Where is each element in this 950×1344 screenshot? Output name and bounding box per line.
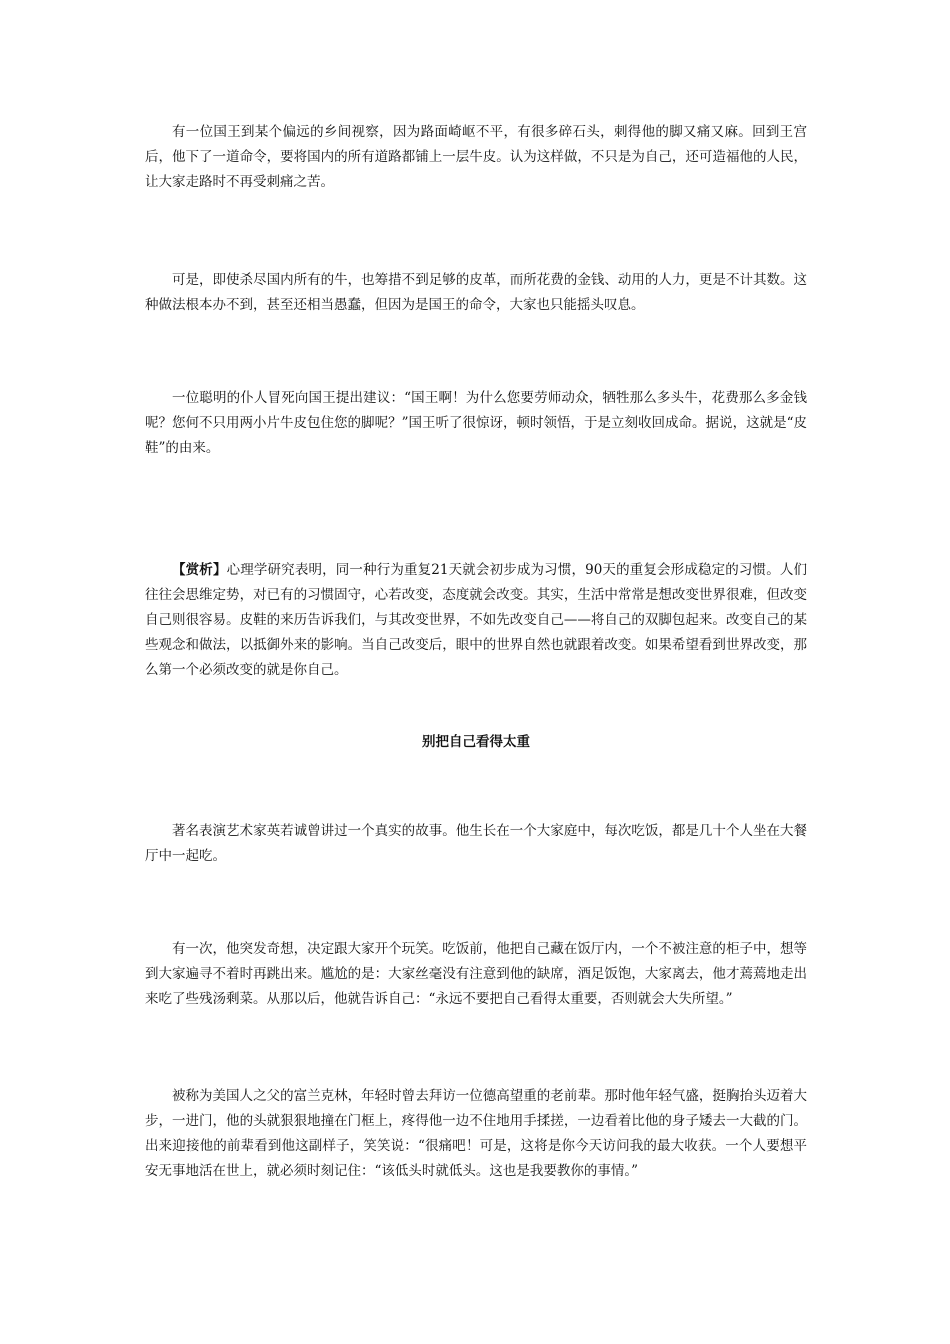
paragraph-appreciation (145, 558, 807, 683)
section-title: 别把自己看得太重 (422, 734, 530, 750)
paragraph-cowhide-impossible: 可是，即使杀尽国内所有的牛，也筹措不到足够的皮革，而所花费的金钱、动用的人力，更是不计其数。这种做法根本办不到，甚至还相当愚蠢，但因为是国王的命令，大家也只能摇头叹息。 (145, 272, 807, 313)
paragraph-hiding-joke: 有一次，他突发奇想，决定跟大家开个玩笑。吃饭前，他把自己藏在饭厅内，一个不被注意的柜子中，想等到大家遍寻不着时再跳出来。尴尬的是：大家丝毫没有注意到他的缺席，酒足饭饱，大家离去，他才蔫蔫地走出来吃了些残汤剩菜。从那以后，他就告诉自己：“永远不要把自己看得太重要，否则就会大失所望。” (145, 941, 807, 1007)
appreciation-tag: 【赏析】 (172, 562, 227, 578)
paragraph-king-inspection: 有一位国王到某个偏远的乡间视察，因为路面崎岖不平，有很多碎石头，刺得他的脚又痛又麻。回到王宫后，他下了一道命令，要将国内的所有道路都铺上一层牛皮。认为这样做，不只是为自己，还可造福他的人民，让大家走路时不再受刺痛之苦。 (145, 124, 807, 190)
paragraph-franklin: 被称为美国人之父的富兰克林，年轻时曾去拜访一位德高望重的老前辈。那时他年轻气盛，挺胸抬头迈着大步，一进门，他的头就狠狠地撞在门框上，疼得他一边不住地用手揉搓，一边看着比他的身子矮去一大截的门。出来迎接他的前辈看到他这副样子，笑笑说：“很痛吧！可是，这将是你今天访问我的最大收获。一个人要想平安无事地活在世上，就必须时刻记住：“该低头时就低头。这也是我要教你的事情。” (145, 1088, 807, 1179)
paragraph-ying-ruocheng: 著名表演艺术家英若诚曾讲过一个真实的故事。他生长在一个大家庭中，每次吃饭，都是几十个人坐在大餐厅中一起吃。 (145, 823, 807, 864)
appreciation-text: 心理学研究表明，同一种行为重复21天就会初步成为习惯，90天的重复会形成稳定的习惯。人们往往会思维定势，对已有的习惯固守，心若改变，态度就会改变。其实，生活中常常是想改变世界很难，但改变自己则很容易。皮鞋的来历告诉我们，与其改变世界，不如先改变自己——将自己的双脚包起来。改变自己的某些观念和做法，以抵御外来的影响。当自己改变后，眼中的世界自然也就跟着改变。如果希望看到世界改变，那么第一个必须改变的就是你自己。 (145, 562, 807, 678)
paragraph-servant-suggestion: 一位聪明的仆人冒死向国王提出建议：“国王啊！为什么您要劳师动众，牺牲那么多头牛，花费那么多金钱呢？您何不只用两小片牛皮包住您的脚呢？”国王听了很惊讶，顿时领悟，于是立刻收回成命。据说，这就是“皮鞋”的由来。 (145, 390, 807, 456)
